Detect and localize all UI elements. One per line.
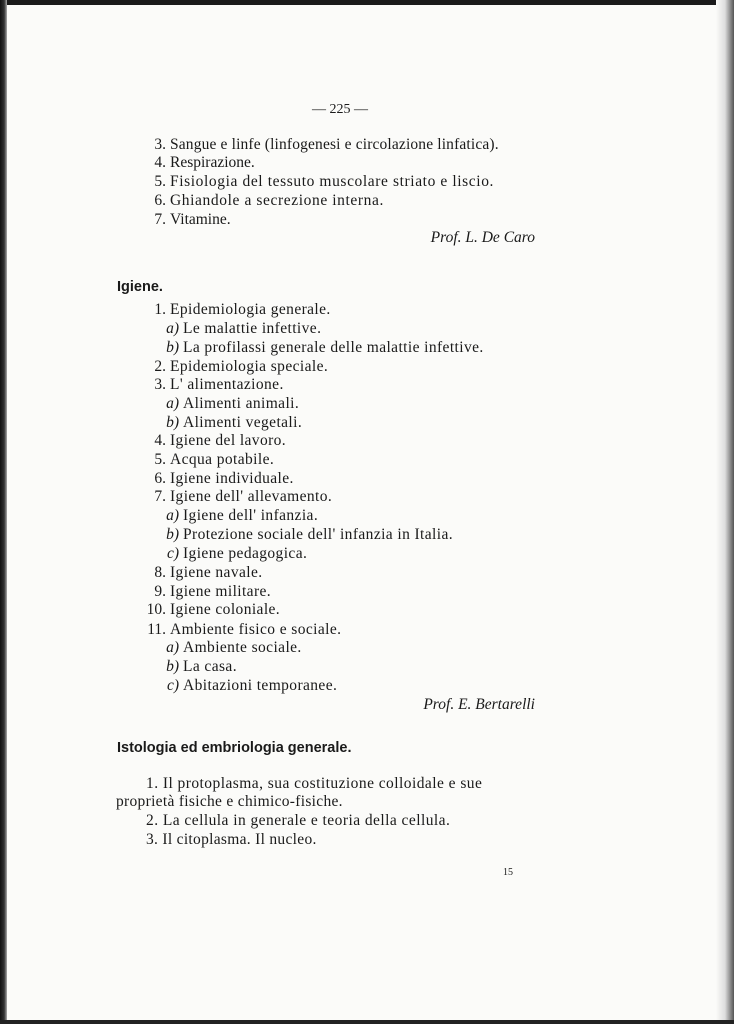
item-text: Ambiente fisico e sociale. xyxy=(170,621,342,638)
item-text: Igiene navale. xyxy=(170,564,263,581)
list-item xyxy=(142,136,542,154)
item-number: 11. xyxy=(147,621,166,638)
item-number: 6. xyxy=(154,470,166,487)
signature: Prof. E. Bertarelli xyxy=(423,696,535,713)
item-text: Epidemiologia speciale. xyxy=(170,358,329,375)
item-text: Ghiandole a secrezione interna. xyxy=(170,192,384,209)
item-number: 5. xyxy=(154,451,166,468)
signature-mark: 15 xyxy=(503,867,513,878)
section-heading: Istologia ed embriologia generale. xyxy=(117,740,352,756)
item-text: Igiene del lavoro. xyxy=(170,432,287,449)
item-text: Acqua potabile. xyxy=(170,451,275,468)
item-text: Igiene militare. xyxy=(170,583,272,600)
item-number: 3. xyxy=(154,136,166,153)
item-text: Epidemiologia generale. xyxy=(170,301,331,318)
signature: Prof. L. De Caro xyxy=(430,229,535,246)
item-text: Sangue e linfe (linfogenesi e circolazione linfatica). xyxy=(170,136,499,153)
item-number: 10. xyxy=(146,601,166,618)
item-text: Le malattie infettive. xyxy=(183,320,322,337)
item-text: Ambiente sociale. xyxy=(183,639,302,656)
item-text: Igiene dell' infanzia. xyxy=(183,507,319,524)
item-text: Igiene individuale. xyxy=(170,470,294,487)
item-text: L' alimentazione. xyxy=(170,376,284,393)
paragraph-line: 1. Il protoplasma, sua costituzione colloidale e sue xyxy=(146,775,483,792)
item-number: b) xyxy=(166,526,179,543)
page-number: — 225 — xyxy=(312,102,368,117)
item-text: La profilassi generale delle malattie infettive. xyxy=(183,339,484,356)
item-number: 9. xyxy=(154,583,166,600)
scan-edge-left xyxy=(0,0,7,1024)
item-number: a) xyxy=(166,507,179,524)
scan-edge-right xyxy=(716,0,734,1024)
item-number: a) xyxy=(166,320,179,337)
item-text: Vitamine. xyxy=(170,211,231,228)
paragraph-line: 3. Il citoplasma. Il nucleo. xyxy=(146,831,317,848)
paragraph-line: proprietà fisiche e chimico-fisiche. xyxy=(116,793,343,810)
item-text: Respirazione. xyxy=(170,154,255,171)
item-number: 7. xyxy=(154,488,166,505)
item-number: 5. xyxy=(154,173,166,190)
paragraph-line: 2. La cellula in generale e teoria della cellula. xyxy=(146,812,451,829)
item-number: b) xyxy=(166,658,179,675)
item-number: 6. xyxy=(154,192,166,209)
item-number: c) xyxy=(166,677,179,694)
item-number: 8. xyxy=(154,564,166,581)
scan-edge-top xyxy=(0,0,734,5)
item-text: Fisiologia del tessuto muscolare striato e liscio. xyxy=(170,173,495,190)
item-number: 4. xyxy=(154,154,166,171)
item-number: a) xyxy=(166,395,179,412)
section-heading: Igiene. xyxy=(117,279,163,295)
item-number: b) xyxy=(166,339,179,356)
item-number: b) xyxy=(166,414,179,431)
scan-edge-bottom xyxy=(0,1020,734,1024)
item-number: 2. xyxy=(154,358,166,375)
item-text: Alimenti vegetali. xyxy=(183,414,303,431)
item-text: Igiene coloniale. xyxy=(170,601,281,618)
item-number: 7. xyxy=(154,211,166,228)
item-text: Abitazioni temporanee. xyxy=(183,677,338,694)
item-text: Alimenti animali. xyxy=(183,395,300,412)
item-text: Igiene pedagogica. xyxy=(183,545,308,562)
item-number: 4. xyxy=(154,432,166,449)
item-text: Protezione sociale dell' infanzia in Italia. xyxy=(183,526,454,543)
item-text: Igiene dell' allevamento. xyxy=(170,488,333,505)
item-number: 1. xyxy=(154,301,166,318)
item-number: c) xyxy=(166,545,179,562)
item-number: a) xyxy=(166,639,179,656)
item-number: 3. xyxy=(154,376,166,393)
item-text: La casa. xyxy=(183,658,237,675)
